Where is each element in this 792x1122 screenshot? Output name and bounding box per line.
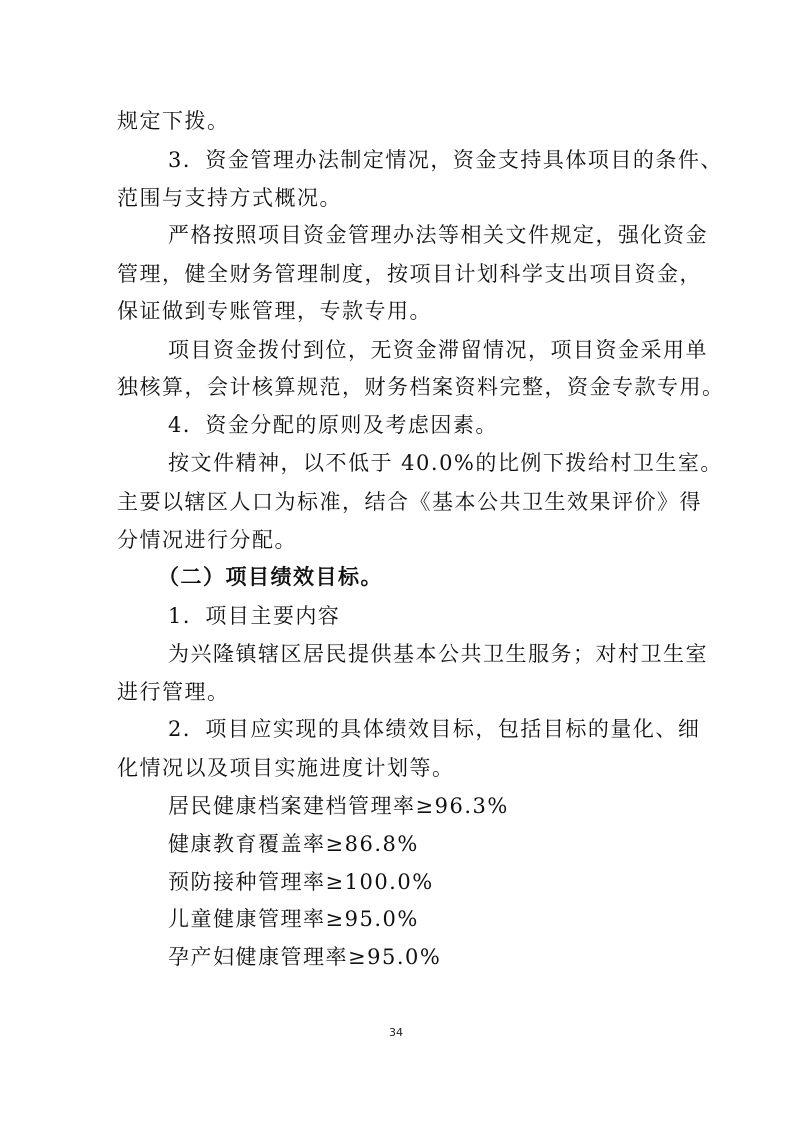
paragraph-start: 按文件精神，以不低于 40.0%的比例下拨给村卫生室。 <box>168 451 723 475</box>
target-metric: 孕产妇健康管理率≥95.0% <box>168 945 442 969</box>
target-metric: 居民健康档案建档管理率≥96.3% <box>168 794 509 818</box>
text-line: 化情况以及项目实施进度计划等。 <box>117 756 455 780</box>
text-line: 主要以辖区人口为标准，结合《基本公共卫生效果评价》得 <box>117 490 702 514</box>
paragraph-start: 严格按照项目资金管理办法等相关文件规定，强化资金 <box>168 223 708 247</box>
section-item-3: 3．资金管理办法制定情况，资金支持具体项目的条件、 <box>168 148 723 172</box>
page-number: 34 <box>389 1026 403 1039</box>
paragraph-start: 为兴隆镇辖区居民提供基本公共卫生服务；对村卫生室 <box>168 642 708 666</box>
text-line: 独核算，会计核算规范，财务档案资料完整，资金专款专用。 <box>117 375 725 399</box>
text-line: 分情况进行分配。 <box>117 528 297 552</box>
text-line: 规定下拨。 <box>117 109 230 133</box>
paragraph-start: 项目资金拨付到位，无资金滞留情况，项目资金采用单 <box>168 338 708 362</box>
section-item-1: 1．项目主要内容 <box>168 604 341 628</box>
text-line: 保证做到专账管理，专款专用。 <box>117 299 432 323</box>
section-item-2: 2．项目应实现的具体绩效目标，包括目标的量化、细 <box>168 717 701 741</box>
text-line: 进行管理。 <box>117 680 230 704</box>
target-metric: 健康教育覆盖率≥86.8% <box>168 832 419 856</box>
text-line: 范围与支持方式概况。 <box>117 186 342 210</box>
target-metric: 预防接种管理率≥100.0% <box>168 870 434 894</box>
target-metric: 儿童健康管理率≥95.0% <box>168 907 419 931</box>
text-line: 管理，健全财务管理制度，按项目计划科学支出项目资金， <box>117 262 702 286</box>
section-heading: （二）项目绩效目标。 <box>158 564 383 589</box>
section-item-4: 4．资金分配的原则及考虑因素。 <box>168 413 498 437</box>
